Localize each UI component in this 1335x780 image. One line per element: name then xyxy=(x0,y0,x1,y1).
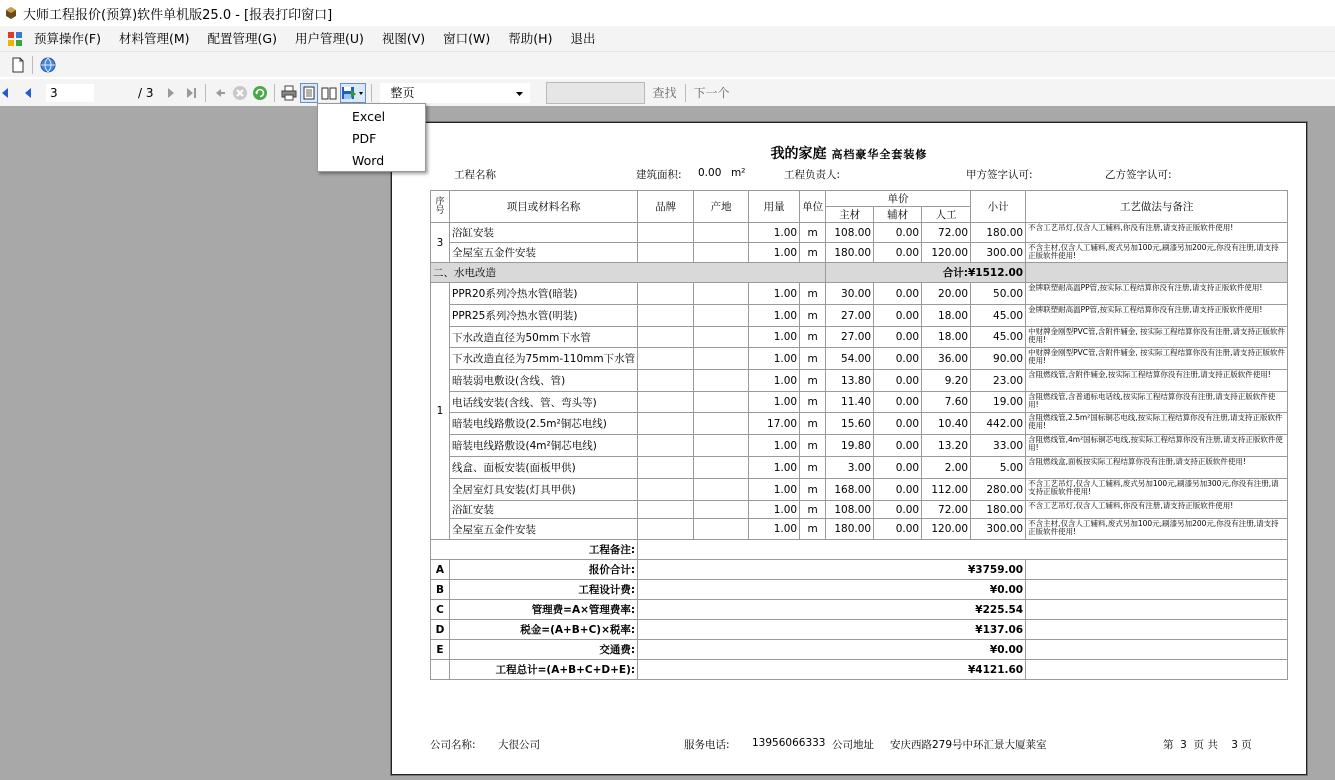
item-name-cell: 全屋室五金件安装 xyxy=(450,243,638,263)
next-page-icon[interactable] xyxy=(162,83,180,103)
summary-row xyxy=(431,580,1288,600)
labor-price-cell: 10.40 xyxy=(922,413,971,435)
summary-label: 工程设计费: xyxy=(450,580,638,600)
item-name-cell: 暗装弱电敷设(含线、管) xyxy=(450,370,638,392)
find-input[interactable] xyxy=(546,82,645,104)
table-row xyxy=(431,501,1288,519)
header-item: 项目或材料名称 xyxy=(450,191,638,223)
remark-cell: 含阻燃线管,含普通标电话线,按实际工程结算你没有注册,请支持正版软件使用! xyxy=(1026,392,1288,413)
header-labor: 人工 xyxy=(922,207,971,223)
area-value: 0.00 xyxy=(698,167,722,179)
summary-remark xyxy=(1026,660,1288,680)
summary-label: 税金=(A+B+C)×税率: xyxy=(450,620,638,640)
section-total: 合计:¥1512.00 xyxy=(826,263,1026,283)
summary-code: E xyxy=(431,640,450,660)
unit-cell: m xyxy=(800,413,826,435)
item-name-cell: 全屋室五金件安装 xyxy=(450,519,638,540)
brand-cell xyxy=(638,501,694,519)
table-row xyxy=(431,305,1288,327)
main-price-cell: 19.80 xyxy=(826,435,874,457)
subtotal-cell: 45.00 xyxy=(971,327,1026,348)
summary-row xyxy=(431,640,1288,660)
unit-cell: m xyxy=(800,501,826,519)
header-unit-price: 单价 xyxy=(826,191,971,207)
project-name-label: 工程名称 xyxy=(454,169,496,181)
qty-cell: 1.00 xyxy=(749,305,800,327)
remark-cell: 含阻燃线管,含附件辅金,按实际工程结算你没有注册,请支持正版软件使用! xyxy=(1026,370,1288,392)
brand-cell xyxy=(638,370,694,392)
subtotal-cell: 19.00 xyxy=(971,392,1026,413)
origin-cell xyxy=(694,305,749,327)
main-price-cell: 180.00 xyxy=(826,519,874,540)
remark-cell: 金牌联塑耐高温PP管,按实际工程结算你没有注册,请支持正版软件使用! xyxy=(1026,305,1288,327)
unit-cell: m xyxy=(800,435,826,457)
unit-cell: m xyxy=(800,519,826,540)
aux-price-cell: 0.00 xyxy=(874,392,922,413)
brand-cell xyxy=(638,348,694,370)
qty-cell: 1.00 xyxy=(749,519,800,540)
seq-cell: 1 xyxy=(431,283,450,540)
aux-price-cell: 0.00 xyxy=(874,327,922,348)
page-layout-icon[interactable] xyxy=(300,83,318,103)
report-title-main: 我的家庭 xyxy=(770,146,827,162)
export-excel-item[interactable]: Excel xyxy=(352,109,386,124)
zoom-value: 整页 xyxy=(390,86,415,100)
unit-cell: m xyxy=(800,223,826,243)
table-row xyxy=(431,370,1288,392)
section-row xyxy=(431,263,1288,283)
table-row xyxy=(431,348,1288,370)
menu-bar xyxy=(0,26,1335,51)
back-icon[interactable] xyxy=(211,83,229,103)
remark-cell: 含阻燃线管,2.5m²国标铜芯电线,按实际工程结算你没有注册,请支持正版软件使用! xyxy=(1026,413,1288,435)
summary-label: 工程总计=(A+B+C+D+E): xyxy=(450,660,638,680)
main-price-cell: 15.60 xyxy=(826,413,874,435)
brand-cell xyxy=(638,283,694,305)
summary-row xyxy=(431,660,1288,680)
qty-cell: 1.00 xyxy=(749,457,800,479)
unit-cell: m xyxy=(800,457,826,479)
item-name-cell: 线盒、面板安装(面板甲供) xyxy=(450,457,638,479)
menu-view[interactable]: 视图(V) xyxy=(381,31,426,46)
labor-price-cell: 72.00 xyxy=(922,501,971,519)
labor-price-cell: 36.00 xyxy=(922,348,971,370)
area-unit: m² xyxy=(731,167,746,179)
unit-cell: m xyxy=(800,283,826,305)
table-row xyxy=(431,327,1288,348)
page-number-input[interactable] xyxy=(46,84,94,102)
item-name-cell: 下水改造直径为50mm下水管 xyxy=(450,327,638,348)
address-value: 安庆西路279号中环汇景大厦莱室 xyxy=(890,739,1047,751)
summary-label: 管理费=A×管理费率: xyxy=(450,600,638,620)
table-row xyxy=(431,243,1288,263)
page-setup-icon[interactable] xyxy=(320,83,338,103)
phone-label: 服务电话: xyxy=(684,739,730,751)
summary-code: A xyxy=(431,560,450,580)
aux-price-cell: 0.00 xyxy=(874,348,922,370)
header-brand: 品牌 xyxy=(638,191,694,223)
section-name: 二、水电改造 xyxy=(431,263,826,283)
total-pages: / 3 xyxy=(138,85,154,100)
origin-cell xyxy=(694,519,749,540)
subtotal-cell: 50.00 xyxy=(971,283,1026,305)
origin-cell xyxy=(694,327,749,348)
title-bar xyxy=(0,0,1335,26)
menu-budget-ops[interactable]: 预算操作(F) xyxy=(34,31,101,46)
origin-cell xyxy=(694,435,749,457)
subtotal-cell: 300.00 xyxy=(971,519,1026,540)
unit-cell: m xyxy=(800,243,826,263)
main-price-cell: 30.00 xyxy=(826,283,874,305)
origin-cell xyxy=(694,223,749,243)
qty-cell: 1.00 xyxy=(749,327,800,348)
table-row xyxy=(431,413,1288,435)
subtotal-cell: 300.00 xyxy=(971,243,1026,263)
brand-cell xyxy=(638,327,694,348)
header-main: 主材 xyxy=(826,207,874,223)
section-remark xyxy=(1026,263,1288,283)
area-label: 建筑面积: xyxy=(636,169,682,181)
item-name-cell: 全居室灯具安装(灯具甲供) xyxy=(450,479,638,501)
aux-price-cell: 0.00 xyxy=(874,223,922,243)
menu-config[interactable]: 配置管理(G) xyxy=(207,31,277,46)
origin-cell xyxy=(694,413,749,435)
labor-price-cell: 72.00 xyxy=(922,223,971,243)
subtotal-cell: 180.00 xyxy=(971,501,1026,519)
unit-cell: m xyxy=(800,305,826,327)
report-page xyxy=(391,122,1307,775)
subtotal-cell: 90.00 xyxy=(971,348,1026,370)
main-price-cell: 180.00 xyxy=(826,243,874,263)
qty-cell: 1.00 xyxy=(749,223,800,243)
qty-cell: 1.00 xyxy=(749,435,800,457)
remark-cell: 中财牌金刚型PVC管,含附件辅金, 按实际工程结算你没有注册,请支持正版软件使用! xyxy=(1026,327,1288,348)
main-price-cell: 108.00 xyxy=(826,223,874,243)
main-toolbar xyxy=(0,51,1335,77)
table-header-row xyxy=(431,191,1288,207)
zoom-select[interactable] xyxy=(380,83,530,103)
brand-cell xyxy=(638,392,694,413)
subtotal-cell: 33.00 xyxy=(971,435,1026,457)
menu-help[interactable]: 帮助(H) xyxy=(508,31,553,46)
summary-remark xyxy=(1026,560,1288,580)
party-b-label: 乙方签字认可: xyxy=(1105,169,1172,181)
find-button[interactable]: 查找 xyxy=(652,86,677,100)
table-row xyxy=(431,479,1288,501)
brand-cell xyxy=(638,479,694,501)
summary-code: C xyxy=(431,600,450,620)
export-button[interactable] xyxy=(340,83,366,103)
refresh-icon[interactable] xyxy=(251,83,269,103)
table-row xyxy=(431,283,1288,305)
previous-page-icon[interactable] xyxy=(19,83,37,103)
remarks-label: 工程备注: xyxy=(431,540,638,560)
labor-price-cell: 18.00 xyxy=(922,305,971,327)
labor-price-cell: 13.20 xyxy=(922,435,971,457)
brand-cell xyxy=(638,243,694,263)
header-remark: 工艺做法与备注 xyxy=(1026,191,1288,223)
summary-value: ¥3759.00 xyxy=(638,560,1026,580)
labor-price-cell: 112.00 xyxy=(922,479,971,501)
last-page-icon[interactable] xyxy=(182,83,200,103)
main-price-cell: 27.00 xyxy=(826,305,874,327)
toolbar-separator xyxy=(371,84,372,102)
aux-price-cell: 0.00 xyxy=(874,519,922,540)
labor-price-cell: 7.60 xyxy=(922,392,971,413)
table-row xyxy=(431,392,1288,413)
summary-value: ¥0.00 xyxy=(638,580,1026,600)
summary-label: 报价合计: xyxy=(450,560,638,580)
first-page-icon[interactable] xyxy=(0,83,10,103)
summary-value: ¥4121.60 xyxy=(638,660,1026,680)
brand-cell xyxy=(638,457,694,479)
seq-cell: 3 xyxy=(431,223,450,263)
remark-cell: 金牌联塑耐高温PP管,按实际工程结算你没有注册,请支持正版软件使用! xyxy=(1026,283,1288,305)
aux-price-cell: 0.00 xyxy=(874,243,922,263)
page-info: 第 3 页 共 3 页 xyxy=(1163,739,1252,751)
unit-cell: m xyxy=(800,479,826,501)
main-price-cell: 168.00 xyxy=(826,479,874,501)
address-label: 公司地址 xyxy=(832,739,874,751)
qty-cell: 1.00 xyxy=(749,370,800,392)
new-document-icon[interactable] xyxy=(9,55,27,75)
brand-cell xyxy=(638,305,694,327)
aux-price-cell: 0.00 xyxy=(874,305,922,327)
unit-cell: m xyxy=(800,327,826,348)
export-word-item[interactable]: Word xyxy=(352,153,385,168)
network-globe-icon[interactable] xyxy=(38,55,58,75)
remarks-value xyxy=(638,540,1288,560)
main-price-cell: 13.80 xyxy=(826,370,874,392)
report-title xyxy=(392,143,1306,163)
summary-row xyxy=(431,560,1288,580)
toolbar-separator xyxy=(32,56,33,74)
header-subtotal: 小计 xyxy=(971,191,1026,223)
aux-price-cell: 0.00 xyxy=(874,501,922,519)
manager-label: 工程负责人: xyxy=(784,169,841,181)
unit-cell: m xyxy=(800,370,826,392)
qty-cell: 1.00 xyxy=(749,348,800,370)
main-price-cell: 108.00 xyxy=(826,501,874,519)
labor-price-cell: 120.00 xyxy=(922,243,971,263)
item-name-cell: 浴缸安装 xyxy=(450,501,638,519)
unit-cell: m xyxy=(800,348,826,370)
summary-remark xyxy=(1026,620,1288,640)
find-next-button[interactable]: 下一个 xyxy=(693,86,730,100)
remark-cell: 不含主材,仅含人工辅料,废式另加100元,刷漆另加200元,你没有注册,请支持正版软件使用! xyxy=(1026,519,1288,540)
origin-cell xyxy=(694,392,749,413)
menu-window[interactable]: 窗口(W) xyxy=(443,31,491,46)
origin-cell xyxy=(694,243,749,263)
brand-cell xyxy=(638,435,694,457)
aux-price-cell: 0.00 xyxy=(874,413,922,435)
aux-price-cell: 0.00 xyxy=(874,370,922,392)
print-icon[interactable] xyxy=(280,83,298,103)
summary-code: D xyxy=(431,620,450,640)
header-unit: 单位 xyxy=(800,191,826,223)
brand-cell xyxy=(638,223,694,243)
qty-cell: 17.00 xyxy=(749,413,800,435)
header-aux: 辅材 xyxy=(874,207,922,223)
remark-cell: 不含主材,仅含人工辅料,废式另加100元,刷漆另加200元,你没有注册,请支持正版软件使用! xyxy=(1026,243,1288,263)
labor-price-cell: 9.20 xyxy=(922,370,971,392)
origin-cell xyxy=(694,370,749,392)
toolbar-separator xyxy=(274,84,275,102)
item-name-cell: 暗装电线路敷设(4m²铜芯电线) xyxy=(450,435,638,457)
company-label: 公司名称: xyxy=(430,739,476,751)
remark-cell: 含阻燃线管,4m²国标铜芯电线,按实际工程结算你没有注册,请支持正版软件使用! xyxy=(1026,435,1288,457)
report-toolbar xyxy=(0,79,1335,106)
origin-cell xyxy=(694,348,749,370)
qty-cell: 1.00 xyxy=(749,501,800,519)
remarks-row xyxy=(431,540,1288,560)
header-qty: 用量 xyxy=(749,191,800,223)
qty-cell: 1.00 xyxy=(749,243,800,263)
window-title: 大师工程报价(预算)软件单机版25.0 - [报表打印窗口] xyxy=(23,7,333,23)
origin-cell xyxy=(694,501,749,519)
table-row xyxy=(431,519,1288,540)
aux-price-cell: 0.00 xyxy=(874,457,922,479)
origin-cell xyxy=(694,283,749,305)
labor-price-cell: 120.00 xyxy=(922,519,971,540)
subtotal-cell: 442.00 xyxy=(971,413,1026,435)
main-price-cell: 27.00 xyxy=(826,327,874,348)
report-subtitle: 高档豪华全套装修 xyxy=(831,148,928,161)
summary-row xyxy=(431,620,1288,640)
export-menu xyxy=(317,103,426,172)
item-name-cell: 浴缸安装 xyxy=(450,223,638,243)
quote-table xyxy=(430,190,1288,680)
remark-cell: 不含工艺吊灯,仅含人工辅料,你没有注册,请支持正版软件使用! xyxy=(1026,223,1288,243)
labor-price-cell: 20.00 xyxy=(922,283,971,305)
mdi-window-icon[interactable] xyxy=(6,29,24,49)
summary-code: B xyxy=(431,580,450,600)
aux-price-cell: 0.00 xyxy=(874,479,922,501)
subtotal-cell: 45.00 xyxy=(971,305,1026,327)
labor-price-cell: 2.00 xyxy=(922,457,971,479)
remark-cell: 含阻燃线盒,面板按实际工程结算你没有注册,请支持正版软件使用! xyxy=(1026,457,1288,479)
summary-remark xyxy=(1026,600,1288,620)
origin-cell xyxy=(694,457,749,479)
remark-cell: 不含工艺吊灯,仅含人工辅料,你没有注册,请支持正版软件使用! xyxy=(1026,501,1288,519)
item-name-cell: PPR20系列冷热水管(暗装) xyxy=(450,283,638,305)
remark-cell: 不含工艺吊灯,仅含人工辅料,废式另加100元,刷漆另加300元,你没有注册,请支持正版软件使用! xyxy=(1026,479,1288,501)
aux-price-cell: 0.00 xyxy=(874,435,922,457)
remark-cell: 中财牌金刚型PVC管,含附件辅金, 按实际工程结算你没有注册,请支持正版软件使用! xyxy=(1026,348,1288,370)
qty-cell: 1.00 xyxy=(749,392,800,413)
item-name-cell: 电话线安装(含线、管、弯头等) xyxy=(450,392,638,413)
phone-value: 13956066333 xyxy=(752,737,826,749)
main-price-cell: 54.00 xyxy=(826,348,874,370)
menu-users[interactable]: 用户管理(U) xyxy=(294,31,364,46)
header-origin: 产地 xyxy=(694,191,749,223)
summary-value: ¥137.06 xyxy=(638,620,1026,640)
brand-cell xyxy=(638,519,694,540)
summary-remark xyxy=(1026,640,1288,660)
stop-icon[interactable] xyxy=(231,83,249,103)
summary-value: ¥0.00 xyxy=(638,640,1026,660)
main-price-cell: 11.40 xyxy=(826,392,874,413)
unit-cell: m xyxy=(800,392,826,413)
item-name-cell: PPR25系列冷热水管(明装) xyxy=(450,305,638,327)
subtotal-cell: 180.00 xyxy=(971,223,1026,243)
qty-cell: 1.00 xyxy=(749,283,800,305)
menu-material[interactable]: 材料管理(M) xyxy=(118,31,190,46)
company-name: 大很公司 xyxy=(498,739,540,751)
item-name-cell: 下水改造直径为75mm-110mm下水管 xyxy=(450,348,638,370)
summary-row xyxy=(431,600,1288,620)
labor-price-cell: 18.00 xyxy=(922,327,971,348)
party-a-label: 甲方签字认可: xyxy=(966,169,1033,181)
table-row xyxy=(431,457,1288,479)
summary-label: 交通费: xyxy=(450,640,638,660)
table-row xyxy=(431,223,1288,243)
summary-remark xyxy=(1026,580,1288,600)
export-pdf-item[interactable]: PDF xyxy=(352,131,377,146)
app-icon xyxy=(4,6,18,20)
qty-cell: 1.00 xyxy=(749,479,800,501)
summary-code xyxy=(431,660,450,680)
brand-cell xyxy=(638,413,694,435)
main-price-cell: 3.00 xyxy=(826,457,874,479)
aux-price-cell: 0.00 xyxy=(874,283,922,305)
item-name-cell: 暗装电线路敷设(2.5m²铜芯电线) xyxy=(450,413,638,435)
subtotal-cell: 23.00 xyxy=(971,370,1026,392)
summary-value: ¥225.54 xyxy=(638,600,1026,620)
origin-cell xyxy=(694,479,749,501)
menu-exit[interactable]: 退出 xyxy=(570,31,596,46)
toolbar-separator xyxy=(205,84,206,102)
header-seq: 序号 xyxy=(431,191,450,223)
subtotal-cell: 280.00 xyxy=(971,479,1026,501)
table-row xyxy=(431,435,1288,457)
subtotal-cell: 5.00 xyxy=(971,457,1026,479)
chevron-down-icon xyxy=(516,86,523,100)
